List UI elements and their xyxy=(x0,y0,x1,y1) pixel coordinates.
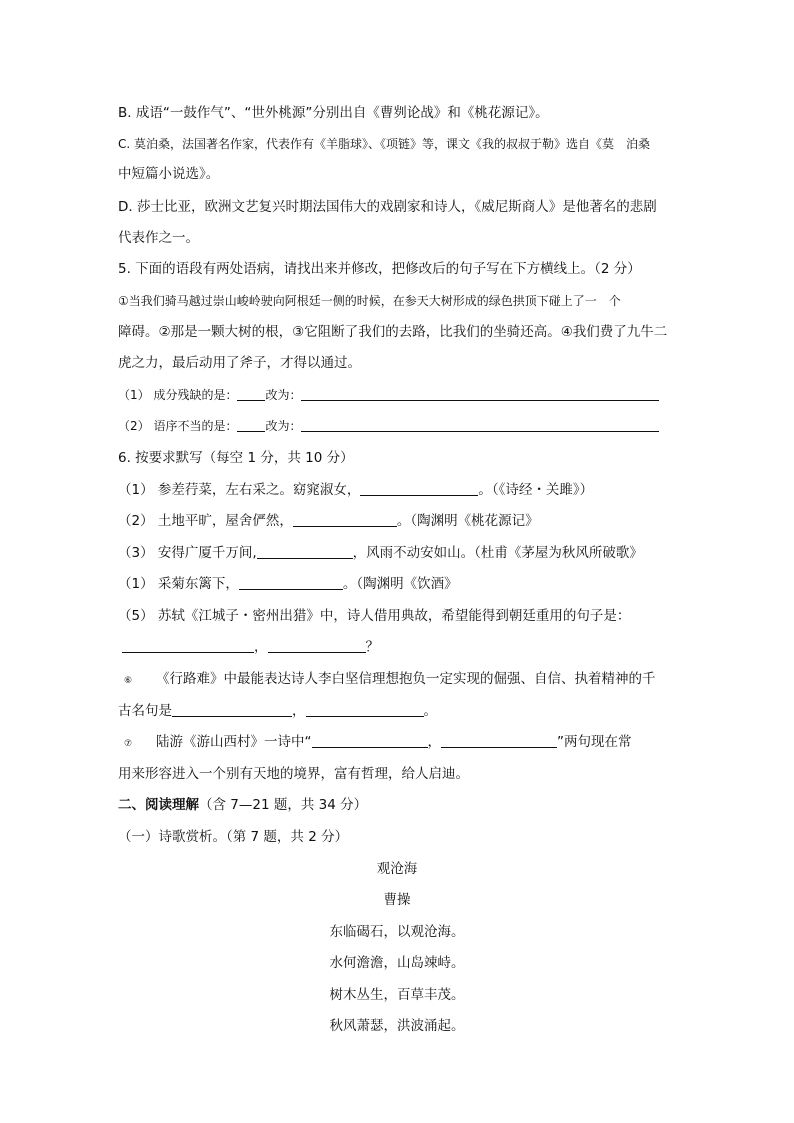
poem-line-1: 东临碣石，以观沧海。 xyxy=(329,924,465,940)
section-2-title: 二、阅读理解 xyxy=(118,797,199,813)
poem-line-2: 水何澹澹，山岛竦峙。 xyxy=(329,955,465,971)
dictation-3-blank[interactable] xyxy=(257,544,353,559)
dictation-line-6-answers xyxy=(118,702,437,720)
dictation-2-source: 。（陶渊明《桃花源记》 xyxy=(396,513,539,529)
dictation-5-blank-1[interactable] xyxy=(122,638,254,653)
dictation-2-blank[interactable] xyxy=(293,512,397,527)
dictation-4-blank[interactable] xyxy=(239,575,343,590)
dictation-6-blank-1[interactable] xyxy=(172,702,292,717)
dictation-7-blank-1[interactable] xyxy=(312,733,428,748)
option-d-line-2: 代表作之一。 xyxy=(118,230,199,246)
option-c-line-2: 中短篇小说选》。 xyxy=(118,166,220,182)
dictation-6-prompt-end: 古名句是 xyxy=(118,703,172,719)
dictation-5-blank-2[interactable] xyxy=(268,638,366,653)
answer-2-change-label: 改为： xyxy=(265,419,302,433)
section-2-note: （含 7—21 题，共 34 分） xyxy=(199,797,368,813)
dictation-line-4 xyxy=(118,575,458,593)
poem-line-4: 秋风萧瑟，洪波涌起。 xyxy=(329,1018,465,1034)
dictation-7-prompt-end: ”两句现在常 xyxy=(557,734,632,750)
question-5-answer-1 xyxy=(118,386,659,404)
dictation-4-prompt: （1） 采菊东篱下， xyxy=(118,576,239,592)
option-b: B. 成语“一鼓作气”、“世外桃源”分别出自《曹刿论战》和《桃花源记》。 xyxy=(118,105,549,121)
dictation-7-prompt: 陆游《游山西村》一诗中“ xyxy=(156,734,312,750)
dictation-7-number: ⑦ xyxy=(124,739,133,749)
question-5-stem: 5. 下面的语段有两处语病，请找出来并修改，把修改后的句子写在下方横线上。（2 分） xyxy=(118,261,641,277)
dictation-line-7 xyxy=(118,733,632,753)
dictation-6-period: 。 xyxy=(423,703,437,719)
dictation-4-source: 。（陶渊明《饮酒》 xyxy=(342,576,458,592)
poem-line-3: 树木丛生，百草丰茂。 xyxy=(329,987,465,1003)
dictation-line-5: （5） 苏轼《江城子・密州出猎》中，诗人借用典故，希望能得到朝廷重用的句子是： xyxy=(118,608,631,624)
answer-2-label: （2） 语序不当的是： xyxy=(118,419,238,433)
answer-2-revision-blank[interactable] xyxy=(301,417,659,432)
answer-1-change-label: 改为： xyxy=(265,388,302,402)
dictation-7-comma: ， xyxy=(427,734,441,750)
dictation-5-question-mark: ？ xyxy=(365,639,379,655)
dictation-line-6 xyxy=(118,670,656,690)
answer-1-label: （1） 成分残缺的是： xyxy=(118,388,238,402)
section-2-heading xyxy=(118,796,367,814)
poem-author: 曹操 xyxy=(383,892,411,908)
option-c-line-1: C. 莫泊桑，法国著名作家，代表作有《羊脂球》、《项链》等，课文《我的叔叔于勒》选自《莫 泊桑 xyxy=(118,137,651,151)
question-6-stem: 6. 按要求默写（每空 1 分，共 10 分） xyxy=(118,450,354,466)
question-5-paragraph-line-1: ①当我们骑马越过崇山峻岭驶向阿根廷一侧的时候，在参天大树形成的绿色拱顶下碰上了一 个 xyxy=(118,294,621,308)
question-5-paragraph-line-3: 虎之力，最后动用了斧子，才得以通过。 xyxy=(118,355,361,371)
poem-title: 观沧海 xyxy=(376,861,418,877)
question-5-paragraph-line-2: 障碍。②那是一颗大树的根，③它阻断了我们的去路，比我们的坐骑还高。④我们费了九牛二 xyxy=(118,324,668,340)
option-d-line-1: D. 莎士比亚，欧洲文艺复兴时期法国伟大的戏剧家和诗人，《威尼斯商人》是他著名的悲剧 xyxy=(118,199,657,215)
dictation-6-comma: ， xyxy=(292,703,306,719)
dictation-line-7-continued: 用来形容进入一个别有天地的境界，富有哲理，给人启迪。 xyxy=(118,766,469,782)
answer-1-sentence-blank[interactable] xyxy=(237,386,265,401)
dictation-1-prompt: （1） 参差荇菜，左右采之。窈窕淑女， xyxy=(118,482,361,498)
dictation-6-number: ⑥ xyxy=(124,676,133,686)
section-2-subheading: （一）诗歌赏析。（第 7 题，共 2 分） xyxy=(118,829,349,845)
dictation-line-5-answers xyxy=(122,638,379,656)
dictation-5-comma: ， xyxy=(254,639,268,655)
answer-1-revision-blank[interactable] xyxy=(301,386,659,401)
dictation-line-3 xyxy=(118,544,643,562)
dictation-line-2 xyxy=(118,512,539,530)
dictation-3-source: ，风雨不动安如山。（杜甫《茅屋为秋风所破歌》 xyxy=(352,545,643,561)
dictation-3-prompt: （3） 安得广厦千万间, xyxy=(118,545,257,561)
dictation-6-prompt: 《行路难》中最能表达诗人李白坚信理想抱负一定实现的倔强、自信、执着精神的千 xyxy=(156,671,656,687)
dictation-1-blank[interactable] xyxy=(360,481,478,496)
dictation-7-blank-2[interactable] xyxy=(441,733,557,748)
dictation-1-source: 。（《诗经・关雎》） xyxy=(478,482,594,498)
question-5-answer-2 xyxy=(118,417,659,435)
dictation-2-prompt: （2） 土地平旷，屋舍俨然， xyxy=(118,513,293,529)
dictation-6-blank-2[interactable] xyxy=(306,702,424,717)
answer-2-sentence-blank[interactable] xyxy=(237,417,265,432)
dictation-line-1 xyxy=(118,481,593,499)
